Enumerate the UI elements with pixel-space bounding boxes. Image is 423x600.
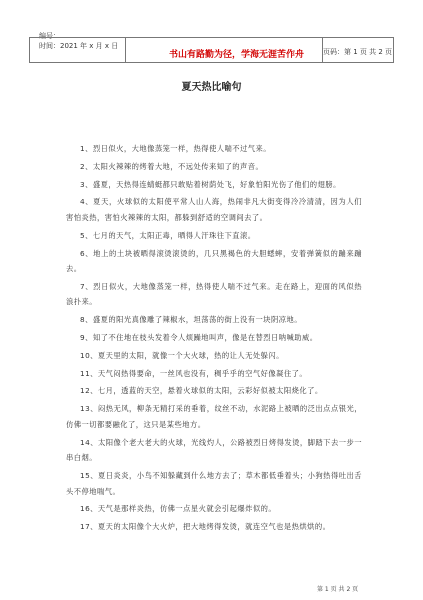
paragraph: 15、夏日炎炎，小鸟不知躲藏到什么地方去了；草木都低垂着头；小狗热得吐出舌头不停地喘气。: [66, 470, 362, 496]
paragraph: 12、七月，透蓝的天空，悬着火球似的太阳，云彩好似被太阳烧化了。: [80, 386, 323, 396]
paragraph: 17、夏天的太阳像个大火炉，把大地烤得发烫，就连空气也是热烘烘的。: [80, 522, 331, 532]
paragraph: 1、烈日似火，大地像蒸笼一样，热得使人喘不过气来。: [80, 144, 272, 153]
header-cell-divider-left: [125, 38, 126, 62]
paragraph: 4、夏天，火球似的太阳使平常人山人海，热闹非凡大街变得冷冷清清，因为人们害怕炎热，害怕火辣辣的太阳，都躲到舒适的空调间去了。: [66, 197, 362, 222]
paragraph: 6、地上的土块被晒得滚烫滚烫的，几只黑褐色的大胆蟋蟀，安着弹簧似的蹦来蹦去。: [66, 248, 362, 274]
paragraph: 13、闷热无风，柳条无精打采的垂着，纹丝不动，水泥路上被晒的泛出点点银光，仿佛一切都要融化了，这只是某些地方。: [66, 404, 362, 429]
paragraph: 2、太阳火辣辣的烤着大地，不远处传来知了的声音。: [80, 161, 264, 171]
paragraph: 9、知了不住地在枝头发着令人烦躁地叫声，像是在替烈日呐喊助威。: [80, 333, 318, 343]
paragraph: 10、夏天里的太阳，就像一个大火球，热的让人无处躲闪。: [80, 350, 284, 360]
doc-code-label: 编号：: [39, 32, 60, 40]
paragraph: 3、盛夏，天热得连蜻蜓都只敢贴着树荫处飞，好象怕阳光伤了他们的翅膀。: [80, 179, 341, 189]
paragraph: 7、烈日似火，大地像蒸笼一样，热得使人喘不过气来。走在路上，迎面的风似热浪扑来。: [66, 281, 362, 307]
document-body: [66, 141, 362, 537]
page-title: 夏天热比喻句: [181, 82, 242, 93]
paragraph: 14、太阳像个老大老大的火球，光线灼人，公路被烈日烤得发烫，脚踏下去一步一串白烟。: [66, 437, 362, 463]
paragraph: 8、盛夏的阳光真像雕了辣椒水，坦荡荡的街上没有一块阴凉地。: [80, 315, 303, 325]
paragraph: 11、天气闷热得要命，一丝风也没有，稠乎乎的空气好像凝住了。: [80, 368, 308, 378]
doc-time-label: 时间：2021 年 x 月 x 日: [39, 42, 119, 50]
header-motto: 书山有路勤为径，学海无涯苦作舟: [168, 50, 304, 60]
paragraph: 5、七月的天气，太阳正毒，晒得人汗珠往下直滚。: [80, 230, 256, 240]
paragraph: 16、天气是那样炎热，仿佛一点星火就会引起爆炸似的。: [80, 504, 277, 514]
page-footer: 第 1 页 共 2 页: [317, 586, 359, 593]
header-table: [29, 37, 394, 63]
header-page-info: 页码：第 1 页 共 2 页: [323, 48, 393, 56]
